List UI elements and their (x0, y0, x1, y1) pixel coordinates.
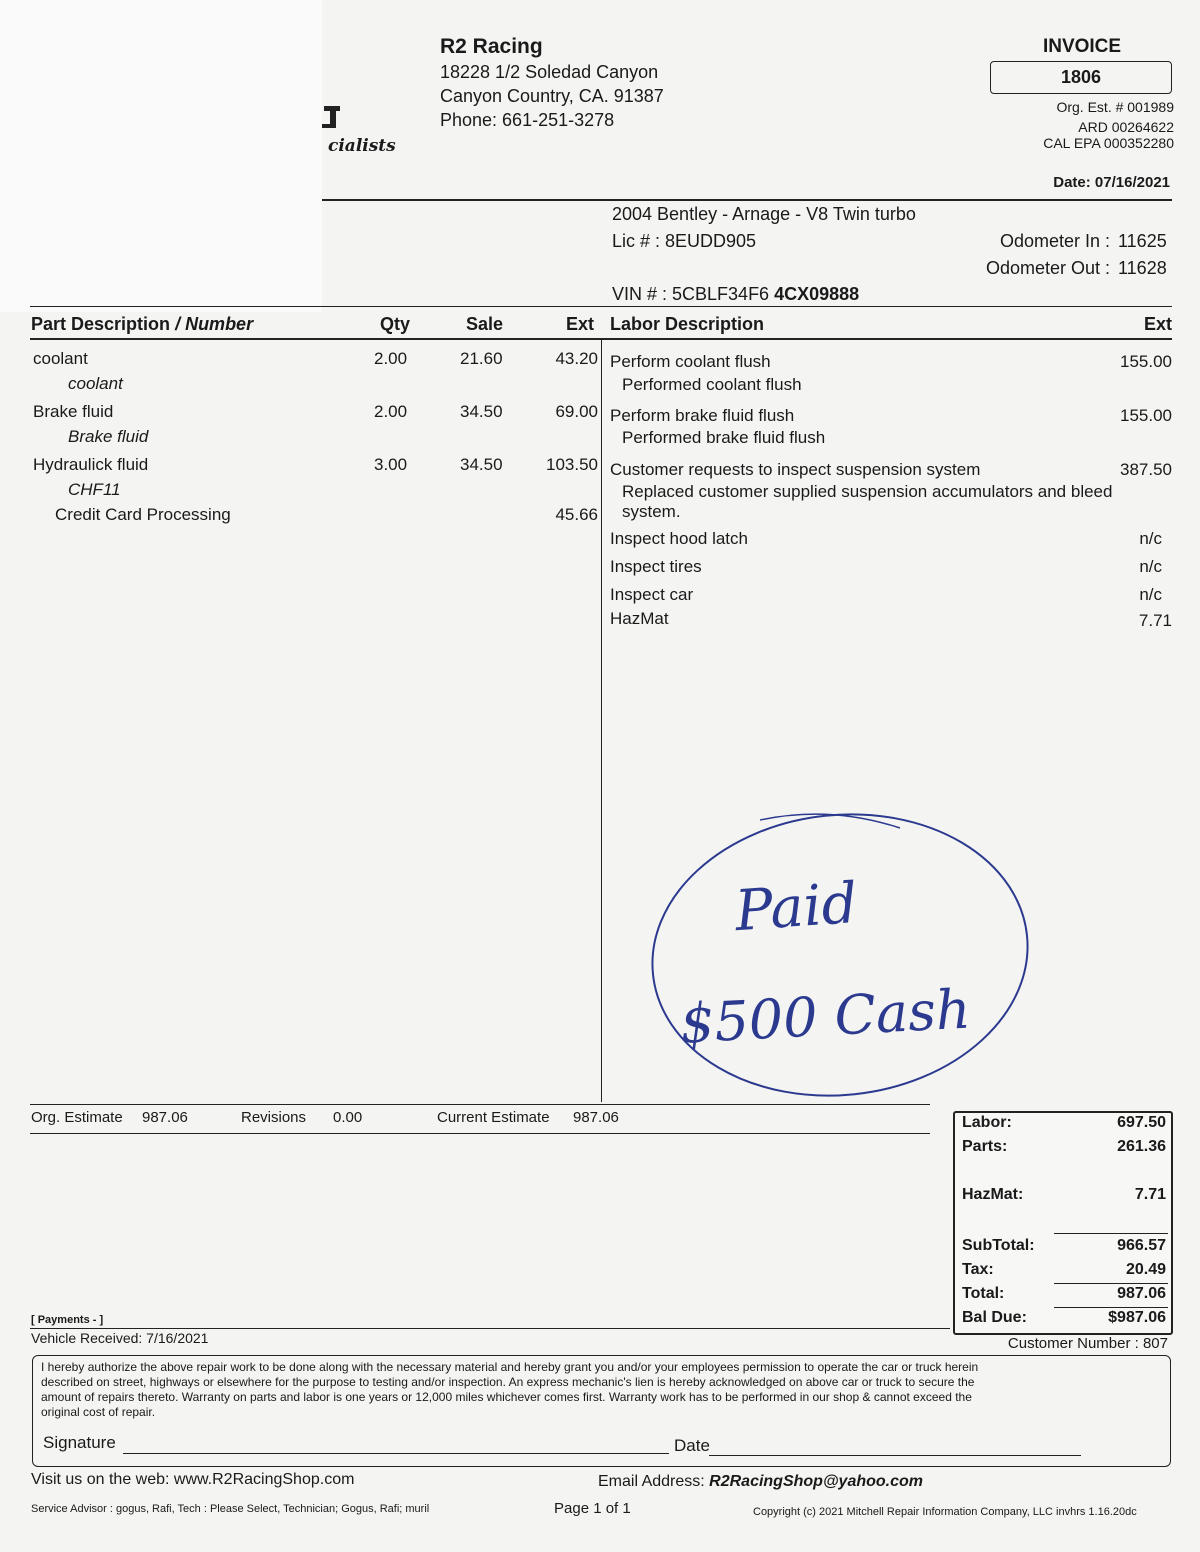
signature-label: Signature (43, 1433, 116, 1452)
vehicle-license: Lic # : 8EUDD905 (612, 231, 757, 251)
tax-label: Tax: (962, 1261, 994, 1278)
labor-note: Replaced customer supplied suspension accumulators and bleed (622, 482, 1113, 501)
grand-total-label: Total: (962, 1285, 1005, 1302)
parts-header-desc: Part Description (31, 314, 171, 334)
labor-ext: 387.50 (1120, 460, 1172, 479)
part-ext: 103.50 (546, 455, 598, 474)
subtotal-label: SubTotal: (962, 1237, 1035, 1254)
labor-note: Performed coolant flush (622, 375, 802, 394)
labor-desc: Inspect hood latch (610, 529, 748, 548)
parts-ext-header: Ext (565, 314, 594, 334)
invoice-label: INVOICE (1042, 36, 1122, 57)
invoice-number: 1806 (1060, 67, 1102, 87)
handwritten-paid: Paid (732, 870, 860, 945)
labor-desc: Customer requests to inspect suspension system (610, 460, 981, 479)
part-ext: 43.20 (555, 349, 598, 368)
total-rule (1054, 1283, 1168, 1284)
hazmat-total-value: 7.71 (1134, 1186, 1166, 1203)
odometer-out-label: Odometer Out : (985, 258, 1110, 278)
shop-address-2: Canyon Country, CA. 91387 (440, 86, 664, 106)
ard-number: ARD 00264622 (1078, 119, 1174, 135)
labor-ext: n/c (1139, 585, 1162, 604)
labor-total-label: Labor: (962, 1114, 1012, 1131)
estimate-bottom-rule (30, 1133, 930, 1134)
table-top-rule (30, 306, 1172, 307)
part-qty: 2.00 (374, 349, 408, 368)
grand-total-value: 987.06 (1117, 1285, 1166, 1302)
labor-desc: Perform brake fluid flush (610, 406, 795, 425)
odometer-out-value: 11628 (1118, 258, 1167, 278)
part-sale: 34.50 (460, 455, 503, 474)
labor-note: Performed brake fluid flush (622, 428, 826, 447)
signature-line[interactable] (123, 1453, 669, 1454)
labor-note-continued: system. (622, 502, 681, 521)
handwritten-amount: $500 Cash (678, 977, 973, 1056)
subtotal-rule (1054, 1233, 1168, 1234)
shop-name: R2 Racing (440, 35, 543, 58)
odometer-in-label: Odometer In : (999, 231, 1110, 251)
cal-epa-number: CAL EPA 000352280 (1043, 135, 1174, 151)
labor-ext: 7.71 (1138, 611, 1172, 630)
shop-address-1: 18228 1/2 Soledad Canyon (440, 62, 659, 82)
terms-line: I hereby authorize the above repair work to be done along with the necessary material and hereby grant you and/or your employees permission to operate the car or truck herein (41, 1360, 979, 1374)
part-qty: 3.00 (374, 455, 408, 474)
date-line[interactable] (709, 1455, 1081, 1456)
parts-header (31, 314, 253, 335)
balance-due-value: $987.06 (1108, 1309, 1166, 1326)
terms-line: original cost of repair. (41, 1405, 156, 1419)
part-desc: coolant (33, 349, 88, 368)
labor-ext-header: Ext (1143, 314, 1172, 334)
shop-phone: Phone: 661-251-3278 (440, 110, 615, 130)
parts-header-number: / Number (175, 314, 254, 334)
part-desc: Credit Card Processing (55, 505, 231, 524)
terms-line: amount of repairs thereto. Warranty on parts and labor is one years or 12,000 miles whichever comes first. Warranty work has to be performed in our shop & cannot exceed the (41, 1390, 972, 1404)
invoice-date: Date: 07/16/2021 (1053, 174, 1170, 191)
part-ext: 45.66 (555, 505, 598, 524)
part-number: Brake fluid (68, 427, 149, 446)
part-sale: 34.50 (460, 402, 503, 421)
org-estimate-label: Org. Estimate (31, 1109, 123, 1126)
part-number: coolant (68, 374, 123, 393)
header-rule (322, 199, 1172, 201)
part-ext: 69.00 (555, 402, 598, 421)
estimate-top-rule (30, 1104, 930, 1105)
payments-label: [ Payments - ] (31, 1314, 104, 1326)
authorization-terms-box (32, 1355, 1171, 1467)
footer-email (598, 1473, 923, 1491)
footer-website: Visit us on the web: www.R2RacingShop.com (31, 1471, 355, 1488)
shop-logo-mark (320, 100, 350, 130)
part-desc: Hydraulick fluid (33, 455, 149, 474)
column-divider (601, 340, 602, 1102)
labor-desc: HazMat (610, 609, 669, 628)
tax-value: 20.49 (1125, 1261, 1166, 1278)
part-desc: Brake fluid (33, 402, 114, 421)
payments-rule (30, 1328, 950, 1329)
org-estimate-value: 987.06 (142, 1109, 188, 1126)
current-estimate-value: 987.06 (573, 1109, 619, 1126)
terms-text (41, 1360, 1161, 1420)
customer-number: Customer Number : 807 (1007, 1335, 1168, 1352)
invoice-number-box (990, 61, 1172, 94)
email-label: Email Address: (598, 1473, 710, 1490)
balance-due-label: Bal Due: (962, 1309, 1027, 1326)
footer-page-number: Page 1 of 1 (554, 1500, 631, 1517)
labor-desc: Perform coolant flush (610, 352, 771, 371)
part-sale: 21.60 (460, 349, 503, 368)
labor-desc: Inspect car (610, 585, 694, 604)
labor-desc: Inspect tires (610, 557, 702, 576)
org-est-number: Org. Est. # 001989 (1056, 99, 1174, 115)
labor-ext: n/c (1139, 557, 1162, 576)
vehicle-vin (612, 284, 859, 305)
labor-ext: 155.00 (1120, 406, 1172, 425)
revisions-value: 0.00 (333, 1109, 363, 1126)
bal-due-rule (1054, 1307, 1168, 1308)
logo-tagline: cialists (328, 136, 396, 156)
hazmat-total-label: HazMat: (962, 1186, 1024, 1203)
vin-suffix: 4CX09888 (774, 284, 860, 304)
vehicle-description: 2004 Bentley - Arnage - V8 Twin turbo (612, 204, 916, 224)
sale-header: Sale (466, 314, 504, 334)
part-qty: 2.00 (374, 402, 408, 421)
revisions-label: Revisions (241, 1109, 307, 1126)
footer-service-advisor: Service Advisor : gogus, Rafi, Tech : Please Select, Technician; Gogus, Rafi; muril (31, 1503, 430, 1515)
parts-total-label: Parts: (962, 1138, 1008, 1155)
labor-total-value: 697.50 (1117, 1114, 1166, 1131)
subtotal-value: 966.57 (1117, 1237, 1166, 1254)
handwritten-paid-circle (640, 800, 1040, 1100)
footer-copyright: Copyright (c) 2021 Mitchell Repair Information Company, LLC invhrs 1.16.20dc (753, 1506, 1137, 1518)
logo-cover-patch (0, 0, 322, 312)
part-number: CHF11 (68, 480, 121, 499)
current-estimate-label: Current Estimate (437, 1109, 550, 1126)
vin-prefix: VIN # : 5CBLF34F6 (612, 284, 770, 304)
labor-header: Labor Description (610, 314, 765, 334)
parts-total-value: 261.36 (1117, 1138, 1166, 1155)
email-address: R2RacingShop@yahoo.com (709, 1473, 924, 1490)
labor-ext: n/c (1139, 529, 1162, 548)
qty-header: Qty (380, 314, 411, 334)
odometer-in-value: 11625 (1118, 231, 1167, 251)
vehicle-received: Vehicle Received: 7/16/2021 (31, 1330, 209, 1346)
labor-ext: 155.00 (1120, 352, 1172, 371)
terms-line: described on street, highways or elsewhere for the purpose to testing and/or inspection. An express mechanic's lien is hereby acknowledged on above car or truck to secure the (41, 1375, 975, 1389)
date-label: Date (674, 1436, 710, 1455)
